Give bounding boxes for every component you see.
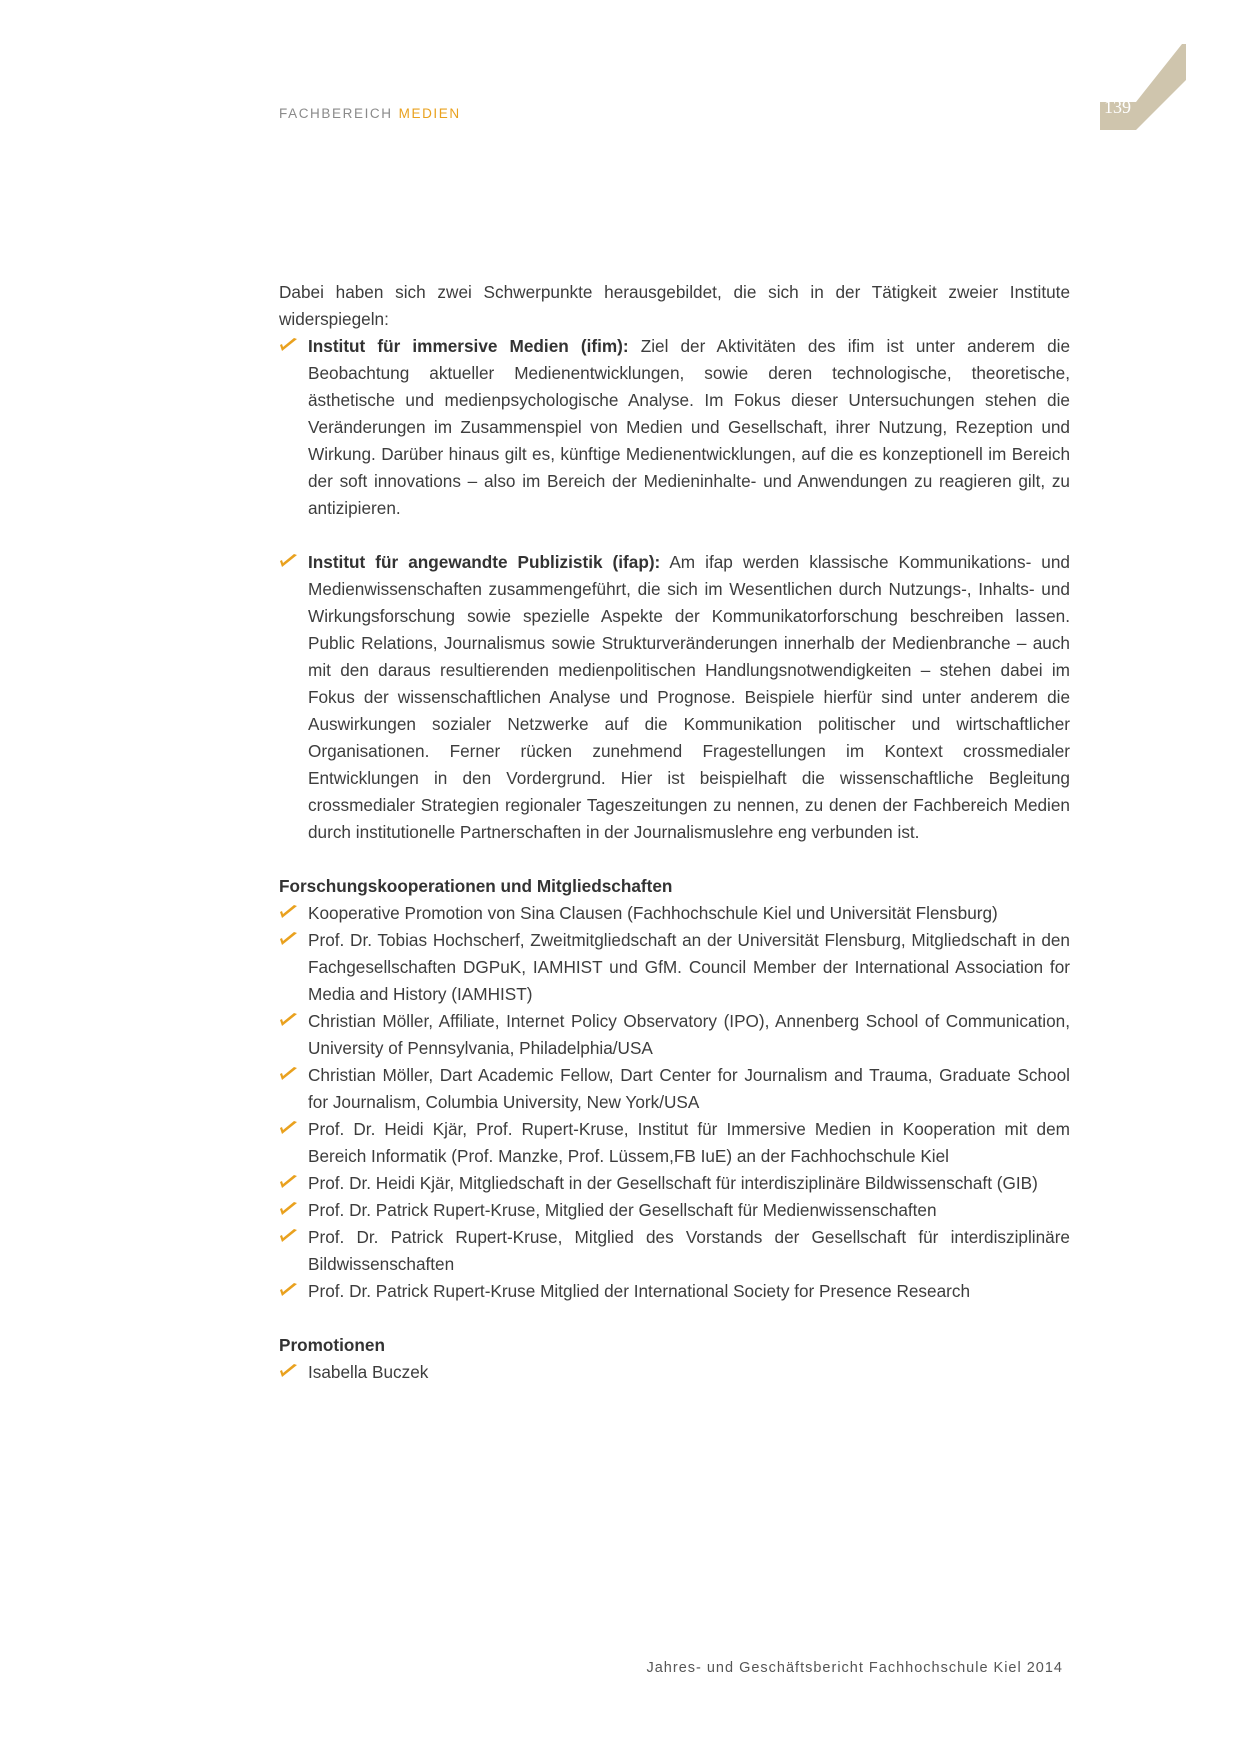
check-tick-icon [279, 905, 298, 919]
promotions-heading: Promotionen [279, 1335, 385, 1355]
list-item: Prof. Dr. Patrick Rupert-Kruse Mitglied der International Society for Presence Research [279, 1278, 1070, 1305]
check-tick-icon [279, 338, 298, 352]
department-label: FACHBEREICH [279, 106, 393, 121]
list-item: Christian Möller, Dart Academic Fellow, Dart Center for Journalism and Trauma, Graduate School for Journalism, Columbia University, New York/USA [279, 1062, 1070, 1116]
check-tick-icon [279, 554, 298, 568]
list-item: Prof. Dr. Tobias Hochscherf, Zweitmitgliedschaft an der Universität Flensburg, Mitgliedschaft in den Fachgesellschaften DGPuK, IAMHIST und GfM. Council Member der International Association for Media and History (IAMHIST) [279, 927, 1070, 1008]
check-tick-icon [279, 1013, 298, 1027]
institute-item [279, 333, 1070, 522]
check-tick-icon [279, 1283, 298, 1297]
institute-name: Institut für angewandte Publizistik (ifap): [308, 552, 661, 572]
list-item: Prof. Dr. Heidi Kjär, Mitgliedschaft in der Gesellschaft für interdisziplinäre Bildwissenschaft (GIB) [279, 1170, 1070, 1197]
cooperations-heading: Forschungskooperationen und Mitgliedschaften [279, 876, 673, 896]
cooperations-list [279, 900, 1070, 1305]
list-item: Kooperative Promotion von Sina Clausen (Fachhochschule Kiel und Universität Flensburg) [279, 900, 1070, 927]
check-tick-icon [279, 1121, 298, 1135]
main-content [279, 279, 1070, 1386]
page-footer: Jahres- und Geschäftsbericht Fachhochschule Kiel 2014 [646, 1660, 1063, 1676]
list-item: Prof. Dr. Heidi Kjär, Prof. Rupert-Kruse, Institut für Immersive Medien in Kooperation mit dem Bereich Informatik (Prof. Manzke, Prof. Lüssem,FB IuE) an der Fachhochschule Kiel [279, 1116, 1070, 1170]
check-tick-icon [279, 1202, 298, 1216]
list-item: Isabella Buczek [279, 1359, 1070, 1386]
running-header [279, 106, 461, 121]
list-item: Prof. Dr. Patrick Rupert-Kruse, Mitglied des Vorstands der Gesellschaft für interdisziplinäre Bildwissenschaften [279, 1224, 1070, 1278]
list-item: Christian Möller, Affiliate, Internet Policy Observatory (IPO), Annenberg School of Communication, University of Pennsylvania, Philadelphia/USA [279, 1008, 1070, 1062]
institute-item [279, 549, 1070, 846]
check-tick-icon [279, 1364, 298, 1378]
check-tick-icon [279, 1229, 298, 1243]
page-number: 139 [1104, 97, 1131, 117]
check-tick-icon [279, 932, 298, 946]
check-tick-icon [279, 1067, 298, 1081]
area-label: MEDIEN [398, 106, 461, 121]
intro-paragraph: Dabei haben sich zwei Schwerpunkte herausgebildet, die sich in der Tätigkeit zweier Institute widerspiegeln: [279, 282, 1070, 329]
institute-description: Am ifap werden klassische Kommunikations- und Medienwissenschaften zusammengeführt, die sich im Wesentlichen durch Nutzungs-, Inhalts- und Wirkungsforschung sowie spezielle Aspekte der Kommunikatorforschung beschreiben lassen. Public Relations, Journalismus sowie Strukturveränderungen innerhalb der Medienbranche – auch mit den daraus resultierenden medienpolitischen Handlungsnotwendigkeiten – stehen dabei im Fokus der wissenschaftlichen Analyse und Prognose. Beispiele hierfür sind unter anderem die Auswirkungen sozialer Netzwerke auf die Kommunikation politischer und wirtschaftlicher Organisationen. Ferner rücken zunehmend Fragestellungen im Kontext crossmedialer Entwicklungen in den Vordergrund. Hier ist beispielhaft die wissenschaftliche Begleitung crossmedialer Strategien regionaler Tageszeitungen zu nennen, zu denen der Fachbereich Medien durch institutionelle Partnerschaften in der Journalismuslehre eng verbunden ist. [308, 552, 1070, 842]
institute-name: Institut für immersive Medien (ifim): [308, 336, 629, 356]
list-item: Prof. Dr. Patrick Rupert-Kruse, Mitglied der Gesellschaft für Medienwissenschaften [279, 1197, 1070, 1224]
check-tick-icon [279, 1175, 298, 1189]
institute-description: Ziel der Aktivitäten des ifim ist unter anderem die Beobachtung aktueller Medienentwicklungen, sowie deren technologische, theoretische, ästhetische und medienpsychologische Analyse. Im Fokus dieser Untersuchungen stehen die Veränderungen im Zusammenspiel von Medien und Gesellschaft, ihrer Nutzung, Rezeption und Wirkung. Darüber hinaus gilt es, künftige Medienentwicklungen, auf die es konzeptionell im Bereich der soft innovations – also im Bereich der Medieninhalte- und Anwendungen zu reagieren gilt, zu antizipieren. [308, 336, 1070, 518]
promotions-list [279, 1359, 1070, 1386]
